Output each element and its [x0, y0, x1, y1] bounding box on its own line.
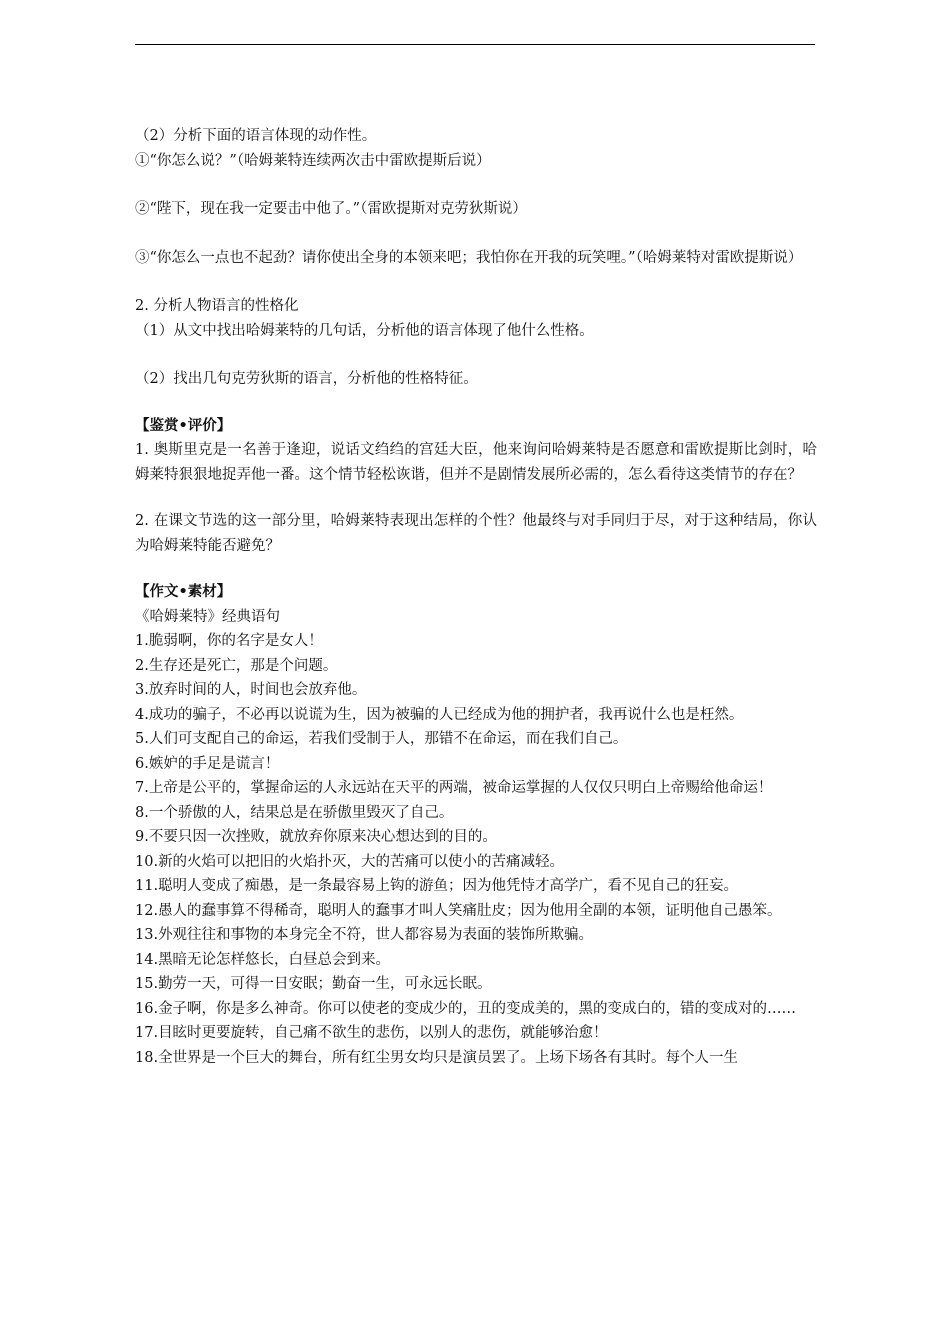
list-item: [135, 678, 817, 703]
list-item: [135, 972, 817, 997]
list-item-number: 4.: [135, 706, 149, 723]
list-item: [135, 1046, 817, 1071]
list-item: [135, 727, 817, 752]
list-item-text: 愚人的蠢事算不得稀奇，聪明人的蠢事才叫人笑痛肚皮；因为他用全副的本领，证明他自己愚笨。: [158, 902, 782, 919]
list-item-number: 11.: [135, 878, 159, 894]
list-item-text: 一个骄傲的人，结果总是在骄傲里毁灭了自己。: [148, 804, 454, 821]
appreciation-heading: 【鉴赏•评价】: [135, 417, 232, 434]
list-item-text: 外观往往和事物的本身完全不符，世人都容易为表面的装饰所欺骗。: [158, 927, 594, 943]
list-item-text: 新的火焰可以把旧的火焰扑灭，大的苦痛可以使小的苦痛减轻。: [158, 853, 565, 870]
list-item-number: 17.: [135, 1025, 159, 1041]
header-rule: [135, 44, 815, 45]
list-item-text: 全世界是一个巨大的舞台，所有红尘男女均只是演员罢了。上场下场各有其时。每个人一生: [158, 1049, 739, 1066]
material-heading: 【作文•素材】: [135, 584, 232, 600]
list-item-number: 1.: [135, 633, 149, 649]
list-item: [135, 801, 817, 826]
quote-list: [135, 629, 817, 1070]
list-item-text: 生存还是死亡，那是个问题。: [148, 657, 338, 674]
list-item-number: 2.: [135, 657, 149, 674]
list-item-number: 16.: [135, 1000, 159, 1017]
list-item: [135, 776, 817, 801]
list-item-number: 12.: [135, 902, 159, 919]
list-item-number: 6.: [135, 755, 149, 772]
list-item-number: 8.: [135, 804, 149, 821]
appreciation-question-1: 1. 奥斯里克是一名善于逢迎，说话文绉绉的宫廷大臣，他来询问哈姆莱特是否愿意和雷欧提斯比剑时，哈姆莱特狠狠地捉弄他一番。这个情节轻松诙谐，但并不是剧情发展所必需的，怎么看待这类情节的存在？: [135, 442, 817, 483]
list-item: [135, 1021, 817, 1046]
list-item: [135, 825, 817, 850]
appreciation-question-2: 2. 在课文节选的这一部分里，哈姆莱特表现出怎样的个性？他最终与对手同归于尽，对于这种结局，你认为哈姆莱特能否避免？: [135, 513, 817, 554]
list-item: [135, 629, 817, 654]
list-item: [135, 997, 817, 1022]
list-item-number: 18.: [135, 1049, 159, 1066]
list-item-text: 上帝是公平的，掌握命运的人永远站在天平的两端，被命运掌握的人仅仅只明白上帝赐给他命运！: [148, 780, 773, 796]
list-item: [135, 703, 817, 728]
material-subtitle: 《哈姆莱特》经典语句: [135, 608, 280, 625]
list-item-text: 嫉妒的手足是谎言！: [148, 755, 280, 772]
section-2-title: 2. 分析人物语言的性格化: [135, 298, 299, 314]
list-item: [135, 899, 817, 924]
quote-item-3: ③“你怎么一点也不起劲？请你使出全身的本领来吧；我怕你在开我的玩笑哩。”（哈姆莱特对雷欧提斯说）: [135, 249, 803, 266]
list-item-text: 黑暗无论怎样悠长，白昼总会到来。: [158, 951, 391, 968]
list-item: [135, 752, 817, 777]
list-item: [135, 850, 817, 875]
list-item-number: 14.: [135, 951, 159, 968]
list-item: [135, 948, 817, 973]
list-item-text: 放弃时间的人，时间也会放弃他。: [148, 682, 367, 698]
document-body: [135, 124, 817, 1070]
section-2-question-1: （1）从文中找出哈姆莱特的几句话，分析他的语言体现了他什么性格。: [135, 322, 594, 339]
list-item-text: 聪明人变成了痴愚，是一条最容易上钩的游鱼；因为他凭恃才高学广，看不见自己的狂妄。: [158, 878, 739, 894]
list-item-number: 3.: [135, 682, 149, 698]
list-item-number: 7.: [135, 780, 149, 796]
section-2-question-2: （2）找出几句克劳狄斯的语言，分析他的性格特征。: [135, 371, 478, 387]
list-item: [135, 923, 817, 948]
list-item-number: 10.: [135, 853, 159, 870]
list-item-text: 成功的骗子，不必再以说谎为生，因为被骗的人已经成为他的拥护者，我再说什么也是枉然。: [148, 706, 744, 723]
list-item: [135, 654, 817, 679]
list-item: [135, 874, 817, 899]
list-item-text: 人们可支配自己的命运，若我们受制于人，那错不在命运，而在我们自己。: [148, 731, 628, 747]
list-item-number: 9.: [135, 829, 149, 845]
list-item-number: 15.: [135, 976, 159, 992]
list-item-number: 5.: [135, 731, 149, 747]
list-item-text: 目眩时更要旋转，自己痛不欲生的悲伤，以别人的悲伤，就能够治愈！: [158, 1025, 608, 1041]
list-item-text: 勤劳一天，可得一日安眠；勤奋一生，可永远长眠。: [158, 976, 492, 992]
list-item-text: 脆弱啊，你的名字是女人！: [148, 633, 323, 649]
quote-item-2: ②“陛下，现在我一定要击中他了。”（雷欧提斯对克劳狄斯说）: [135, 201, 527, 217]
quote-item-1: ①“你怎么说？”（哈姆莱特连续两次击中雷欧提斯后说）: [135, 152, 491, 169]
list-item-number: 13.: [135, 927, 159, 943]
list-item-text: 不要只因一次挫败，就放弃你原来决心想达到的目的。: [148, 829, 497, 845]
list-item-text: 金子啊，你是多么神奇。你可以使老的变成少的，丑的变成美的，黑的变成白的，错的变成对的……: [158, 1000, 797, 1017]
question-2-title: （2）分析下面的语言体现的动作性。: [135, 128, 377, 144]
